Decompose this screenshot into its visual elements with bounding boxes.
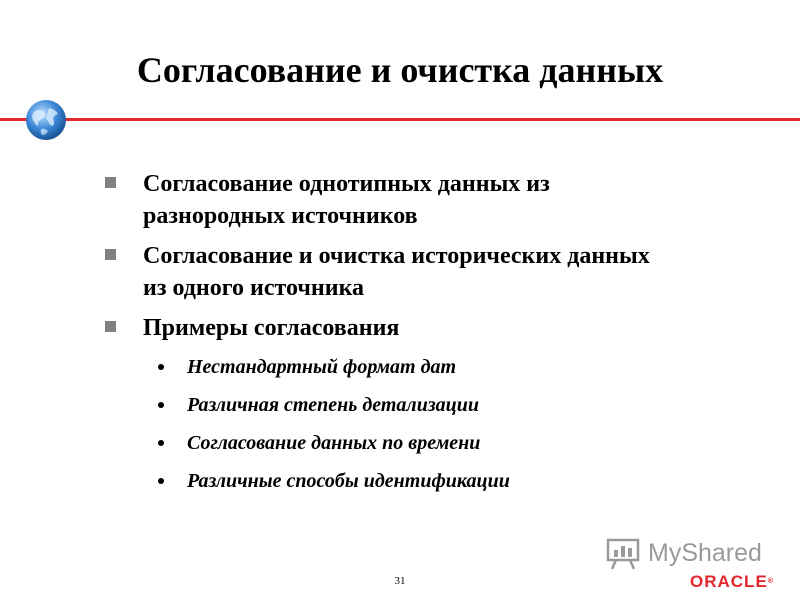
sub-bullet-2: Различная степень детализации [187, 394, 479, 416]
oracle-logo [690, 572, 774, 592]
bullet-2-line-1: Согласование и очистка исторических данных [143, 243, 650, 269]
bullet-2-line-2: из одного источника [143, 275, 365, 301]
sub-bullet-3: Согласование данных по времени [187, 432, 481, 454]
presentation-chart-icon [606, 537, 642, 571]
bullet-square-1 [105, 177, 116, 188]
sub-bullet-dot-1 [158, 364, 164, 370]
bullet-square-2 [105, 249, 116, 260]
bullet-2 [143, 240, 743, 304]
bullet-1 [143, 168, 743, 232]
bullet-3-line-1: Примеры согласования [143, 315, 400, 341]
slide-title: Согласование и очистка данных [136, 50, 664, 90]
title-rule [0, 118, 800, 121]
watermark-text: MyShared [648, 539, 762, 567]
registered-mark: ® [767, 578, 774, 585]
bullet-1-line-1: Согласование однотипных данных из [143, 171, 550, 197]
globe-icon [24, 98, 68, 142]
bullet-square-3 [105, 321, 116, 332]
bullet-1-line-2: разнородных источников [143, 203, 418, 229]
sub-bullet-4: Различные способы идентификации [187, 470, 510, 492]
watermark [606, 537, 776, 571]
sub-bullet-1: Нестандартный формат дат [187, 356, 457, 378]
sub-bullet-dot-3 [158, 440, 164, 446]
sub-bullet-dot-4 [158, 478, 164, 484]
page-number: 31 [394, 575, 406, 587]
bullet-3 [143, 312, 743, 344]
sub-bullet-dot-2 [158, 402, 164, 408]
oracle-logo-text: ORACLE [690, 572, 768, 591]
